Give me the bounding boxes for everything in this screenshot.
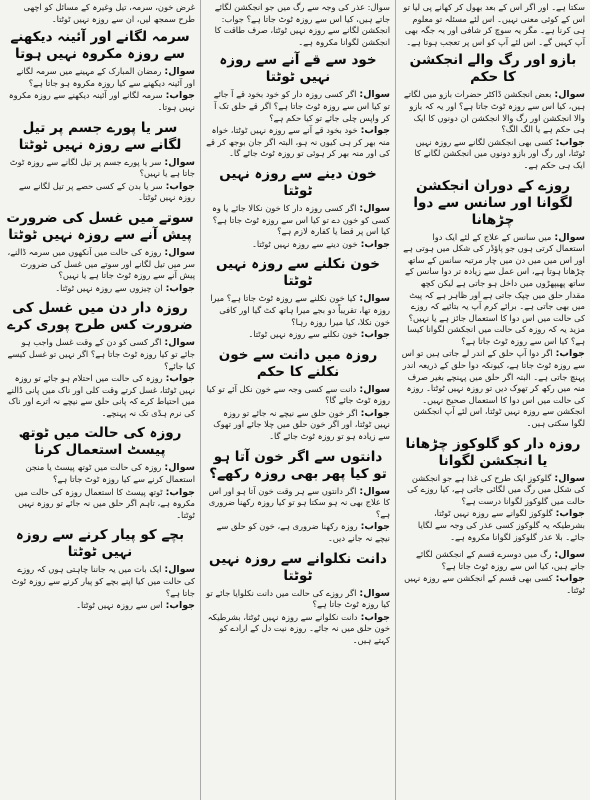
answer-label: جواب:: [360, 521, 390, 533]
qa-item: [401, 549, 585, 596]
qa-item: [206, 166, 390, 250]
answer: [206, 612, 390, 647]
answer-text: دانت نکلوانے سے روزہ نہیں ٹوٹتا، بشرطیکہ خون حلق میں نہ جائے۔ روزہ نیت دل کے ارادے کو کہتے ہیں۔: [207, 611, 390, 645]
column-middle: [200, 0, 396, 800]
answer: [206, 239, 390, 251]
answer-text: اگر خون حلق سے نیچے نہ جائے تو روزہ نہیں ٹوٹتا، اور اگر خون حلق میں چلا جائے اور تھوک سے زیادہ ہو تو روزہ ٹوٹ جائے گا۔: [213, 407, 390, 442]
section-heading: بازو اور رگ والے انجکشن کا حکم: [409, 52, 577, 86]
question-text: رگ میں دوسرے قسم کے انجکشن لگائے جاتے ہیں، کیا اس سے روزہ ٹوٹ جاتا ہے؟: [415, 549, 585, 571]
question: [5, 337, 195, 372]
answer: [401, 508, 585, 543]
question: [206, 588, 390, 611]
question: [206, 486, 390, 521]
question: [5, 157, 195, 180]
qa-item: [206, 551, 390, 647]
answer-label: جواب:: [360, 611, 390, 623]
qa-item: [5, 527, 195, 611]
section-heading: خون نکلنے سے روزہ نہیں ٹوٹتا: [215, 256, 381, 290]
column-intro: سکتا ہے۔ اور اگر اس کے بعد بھول کر کھانے پی لیا تو اس کے کوئی معنی نہیں۔ اس لئے مسئلہ تو معلوم ہی کرنا ہے۔ مگر یہ سوچ کر شافی اور یہ جگہ بھی آپ کہیں گے۔ اس لئے آپ کو اس پر تعجب ہوتا ہے۔: [403, 2, 585, 47]
answer: [206, 125, 390, 160]
question: [206, 293, 390, 328]
answer-text: اگر دوا آپ حلق کے اندر لے جاتی ہیں تو اس سے روزہ ٹوٹ جاتا ہے، کیونکہ دوا حلق کے ذریعہ اندر پہنچ جاتی ہے۔ البتہ اگر حلق میں پہنچے بغیر صرف منہ میں رکھ کر تھوک دیں تو روزہ نہیں ٹوٹتا۔ روزہ کی حالت میں اس دوا کا استعمال صحیح نہیں۔ انجکشن سے روزہ نہیں ٹوٹتا، اس لئے آپ انجکشن لگوا سکتی ہیں۔: [401, 348, 585, 429]
question: [401, 549, 585, 572]
answer: [5, 373, 195, 419]
column-right: [396, 0, 590, 800]
answer: [5, 600, 195, 612]
qa-item: [206, 256, 390, 340]
question: [401, 89, 585, 135]
section-heading: سر یا پورے جسم پر تیل لگانے سے روزہ نہیں ٹوٹتا: [18, 119, 182, 153]
question: [401, 232, 585, 348]
question-text: اگر روزے کی حالت میں دانت نکلوایا جائے تو کیا روزہ ٹوٹ جاتا ہے؟: [206, 587, 390, 610]
question-label: سوال:: [164, 337, 195, 349]
answer-label: جواب:: [165, 486, 195, 498]
question-text: روزہ کی حالت میں آنکھوں میں سرمہ ڈالنے، سر میں تیل لگانے اور سوتے میں غسل کی ضرورت پیش آنے سے روزہ ٹوٹ جاتا ہے یا نہیں؟: [7, 246, 195, 281]
answer-label: جواب:: [165, 373, 195, 385]
answer-text: اس سے روزہ نہیں ٹوٹتا۔: [76, 600, 163, 611]
section-heading: دانتوں سے اگر خون آتا ہو تو کیا پھر بھی روزہ رکھے؟: [209, 448, 387, 482]
answer-label: جواب:: [165, 90, 195, 102]
question-label: سوال:: [164, 246, 195, 258]
question-label: سوال:: [359, 89, 390, 101]
answer-text: کسی بھی قسم کے انجکشن سے روزہ نہیں ٹوٹتا۔: [404, 573, 585, 595]
answer-label: جواب:: [165, 180, 195, 192]
answer-label: جواب:: [555, 508, 585, 520]
answer-label: جواب:: [360, 329, 390, 341]
answer-label: جواب:: [165, 282, 195, 294]
answer: [5, 487, 195, 522]
question: [5, 66, 195, 89]
question-text: گلوکوز ایک طرح کی غذا ہے جو انجکشن کی شکل میں رگ میں لگائی جاتی ہے، کیا روزے کی حالت میں گلوکوز لگوانا درست ہے؟: [407, 472, 585, 506]
question: [401, 473, 585, 508]
answer-label: جواب:: [555, 136, 585, 148]
section-heading: خود سے قے آنے سے روزہ نہیں ٹوٹتا: [219, 52, 377, 86]
question: [206, 89, 390, 124]
section-heading: روزہ دار کو گلوکوز چڑھانا یا انجکشن لگوانا: [405, 435, 581, 469]
section-heading: سرمہ لگانے اور آئینہ دیکھنے سے روزہ مکروہ نہیں ہوتا: [10, 29, 190, 63]
answer: [401, 137, 585, 172]
answer-label: جواب:: [360, 407, 390, 419]
qa-item: [401, 52, 585, 171]
question-text: دانت سے کسی وجہ سے خون نکل آئے تو کیا روزہ ٹوٹ جائے گا؟: [206, 383, 390, 406]
answer-text: سر یا بدن کے کسی حصے پر تیل لگانے سے روزہ نہیں ٹوٹتا۔: [18, 180, 195, 203]
question-label: سوال:: [164, 66, 195, 78]
question-text: اگر دانتوں سے ہر وقت خون آتا ہو اور اس کا علاج بھی نہ ہو سکتا ہو تو کیا روزہ رکھنا ضروری ہے؟: [208, 485, 390, 519]
section-heading: روزہ میں دانت سے خون نکلنے کا حکم: [218, 346, 378, 380]
qa-item: [206, 347, 390, 443]
qa-item: [206, 52, 390, 160]
question-label: سوال:: [554, 549, 585, 561]
column-intro: سوال: عذر کی وجہ سے رگ میں جو انجکشن لگائے جاتے ہیں، کیا اس سے روزہ ٹوٹ جاتا ہے؟ جواب: انجکشن لگانے سے روزہ نہیں ٹوٹتا، صرف طاقت کا انجکشن لگوانا مکروہ ہے۔: [214, 2, 390, 47]
question-label: سوال:: [554, 231, 585, 243]
section-heading: روزہ کی حالت میں ٹوتھ پیسٹ استعمال کرنا: [18, 425, 182, 459]
answer: [206, 408, 390, 443]
section-heading: بچے کو پیار کرنے سے روزہ نہیں ٹوٹتا: [15, 527, 185, 561]
answer-text: ان چیزوں سے روزہ نہیں ٹوٹتا۔: [55, 282, 163, 293]
qa-item: [5, 300, 195, 419]
answer: [401, 573, 585, 596]
question: [5, 462, 195, 485]
qa-item: [401, 436, 585, 544]
answer-text: گلوکوز لگوانے سے روزہ نہیں ٹوٹتا، بشرطیکہ یہ گلوکوز کسی عذر کی وجہ سے لگایا جائے۔ بلا عذر گلوکوز لگوانا مکروہ ہے۔: [417, 508, 585, 542]
answer-label: جواب:: [360, 125, 390, 137]
section-heading: خون دینے سے روزہ نہیں ٹوٹتا: [219, 165, 377, 199]
column-intro: غرض خون، سرمہ، تیل وغیرہ کے مسائل کو اچھی طرح سمجھ لیں، ان سے روزہ نہیں ٹوٹتا۔: [23, 2, 195, 24]
answer-text: ٹوتھ پیسٹ کا استعمال روزہ کی حالت میں مکروہ ہے، تاہم اگر حلق میں نہ جائے تو روزہ نہیں ٹوٹتا۔: [14, 486, 195, 520]
qa-item: [5, 425, 195, 521]
question-label: سوال:: [554, 89, 585, 101]
question-text: ایک بات میں یہ جاننا چاہتی ہوں کہ روزے کی حالت میں کیا اپنے بچے کو پیار کرنے سے روزہ ٹوٹ جاتا ہے؟: [11, 564, 195, 598]
question-label: سوال:: [359, 202, 390, 214]
answer-text: خود بخود قے آنے سے روزہ نہیں ٹوٹتا، خواہ منہ بھر کر ہی کیوں نہ ہو، البتہ اگر جان بوجھ کر قے کی اور منہ بھر کر ہوئی تو روزہ ٹوٹ جائے گا۔: [206, 125, 390, 159]
answer: [206, 329, 390, 341]
question-text: کیا خون نکلنے سے روزہ ٹوٹ جاتا ہے؟ میرا روزہ تھا، تقریباً دو بجے میرا ہاتھ کٹ گیا اور کافی خون نکلا، کیا میرا روزہ رہا؟: [210, 293, 390, 327]
column-left: [0, 0, 200, 800]
answer: [206, 521, 390, 544]
question-label: سوال:: [359, 383, 390, 395]
qa-item: [5, 210, 195, 294]
question-text: سر یا پورے جسم پر تیل لگانے سے روزہ ٹوٹ جاتا ہے یا نہیں؟: [9, 156, 195, 179]
question-text: میں سانس کے علاج کے لئے ایک دوا استعمال کرتی ہوں جو پاؤڈر کی شکل میں ہوتی ہے اور اس میں میں دن میں چار مرتبہ سانس کے ساتھ چڑھانا ہوتا ہے، اس عمل سے زیادہ تر دوا سانس کے ساتھ پھیپھڑوں میں داخل ہو جاتی ہے لیکن کچھ مقدار حلق میں چپک جاتی ہے اور ظاہر ہے کہ پیٹ میں بھی جاتی ہے۔ برائے کرم آپ یہ بتائیے کہ روزے کی حالت میں اس دوا کا استعمال جائز ہے یا نہیں؟ مزید یہ کہ روزہ کی حالت میں انجکشن لگوانا کیسا ہے؟ کیا اس سے روزہ ٹوٹ جاتا ہے؟: [403, 231, 585, 346]
question-text: اگر کسی روزہ دار کو خود بخود قے آ جائے تو کیا اس سے روزہ ٹوٹ جاتا ہے؟ اگر قے حلق تک آ کر واپس چلی جائے تو کیا حکم ہے؟: [213, 89, 390, 123]
answer-text: روزہ رکھنا ضروری ہے، خون کو حلق سے نیچے نہ جانے دیں۔: [216, 521, 390, 544]
answer-text: روزہ کی حالت میں احتلام ہو جائے تو روزہ نہیں ٹوٹتا، غسل کرتے وقت کلی اور ناک میں پانی ڈالنے میں احتیاط کرے کہ پانی حلق سے نیچے نہ اترے اور ناک کی نرم ہڈی تک نہ پہنچے۔: [6, 373, 195, 418]
answer-label: جواب:: [360, 238, 390, 250]
question-text: روزہ کی حالت میں ٹوتھ پیسٹ یا منجن استعمال کرنے سے کیا روزہ ٹوٹ جاتا ہے؟: [25, 462, 195, 485]
answer-text: خون نکلنے سے روزہ نہیں ٹوٹتا۔: [248, 329, 358, 340]
question: [5, 564, 195, 599]
question-text: بعض انجکشن ڈاکٹر حضرات بازو میں لگاتے ہیں، کیا اس سے روزہ ٹوٹ جاتا ہے؟ اور یہ کہ بازو والا انجکشن اور رگ والا انجکشن ان دونوں کا ایک ہی حکم ہے یا الگ الگ؟: [403, 89, 585, 135]
answer: [5, 283, 195, 295]
answer-text: خون دینے سے روزہ نہیں ٹوٹتا۔: [252, 238, 358, 249]
question: [206, 203, 390, 238]
section-heading: روزے کے دوران انجکشن لگوانا اور سانس سے دوا چڑھانا: [413, 177, 573, 228]
qa-item: [401, 178, 585, 430]
question-text: اگر کسی کو دن کے وقت غسل واجب ہو جائے تو کیا روزہ ٹوٹ جاتا ہے؟ اگر نہیں تو غسل کیسے کیا جائے؟: [7, 337, 195, 371]
answer-text: سرمہ لگانے اور آئینہ دیکھنے سے روزہ مکروہ نہیں ہوتا۔: [8, 90, 195, 112]
question-label: سوال:: [164, 156, 195, 168]
question-label: سوال:: [359, 587, 390, 599]
question-label: سوال:: [164, 462, 195, 474]
qa-item: [5, 29, 195, 113]
question-label: سوال:: [164, 564, 195, 576]
answer-label: جواب:: [165, 600, 195, 612]
question-label: سوال:: [554, 472, 585, 484]
section-heading: سوتے میں غسل کی ضرورت پیش آنے سے روزہ نہیں ٹوٹتا: [6, 209, 194, 243]
section-heading: روزہ دار دن میں غسل کی ضرورت کس طرح پوری کرے: [7, 300, 193, 334]
answer: [401, 348, 585, 429]
question-label: سوال:: [359, 485, 390, 497]
answer-label: جواب:: [555, 348, 585, 360]
section-heading: دانت نکلوانے سے روزہ نہیں ٹوٹتا: [209, 550, 387, 584]
question-text: رمضان المبارک کے مہینے میں سرمہ لگانے اور آئینہ دیکھنے سے کیا روزہ مکروہ ہو جاتا ہے؟: [16, 66, 195, 88]
answer-label: جواب:: [555, 573, 585, 585]
question-text: اگر کسی روزہ دار کا خون نکالا جائے یا وہ کسی کو خون دے تو کیا اس سے روزہ ٹوٹ جاتا ہے؟ کیا اس پر قضا یا کفارہ لازم ہے؟: [211, 202, 390, 237]
answer: [5, 90, 195, 113]
question: [5, 247, 195, 282]
qa-item: [5, 120, 195, 204]
qa-item: [206, 449, 390, 545]
question-label: سوال:: [359, 293, 390, 305]
question: [206, 384, 390, 407]
answer: [5, 181, 195, 204]
answer-text: کسی بھی انجکشن لگانے سے روزہ نہیں ٹوٹتا، اور رگ اور بازو دونوں میں انجکشن لگانے کا ایک ہی حکم ہے۔: [414, 136, 585, 170]
